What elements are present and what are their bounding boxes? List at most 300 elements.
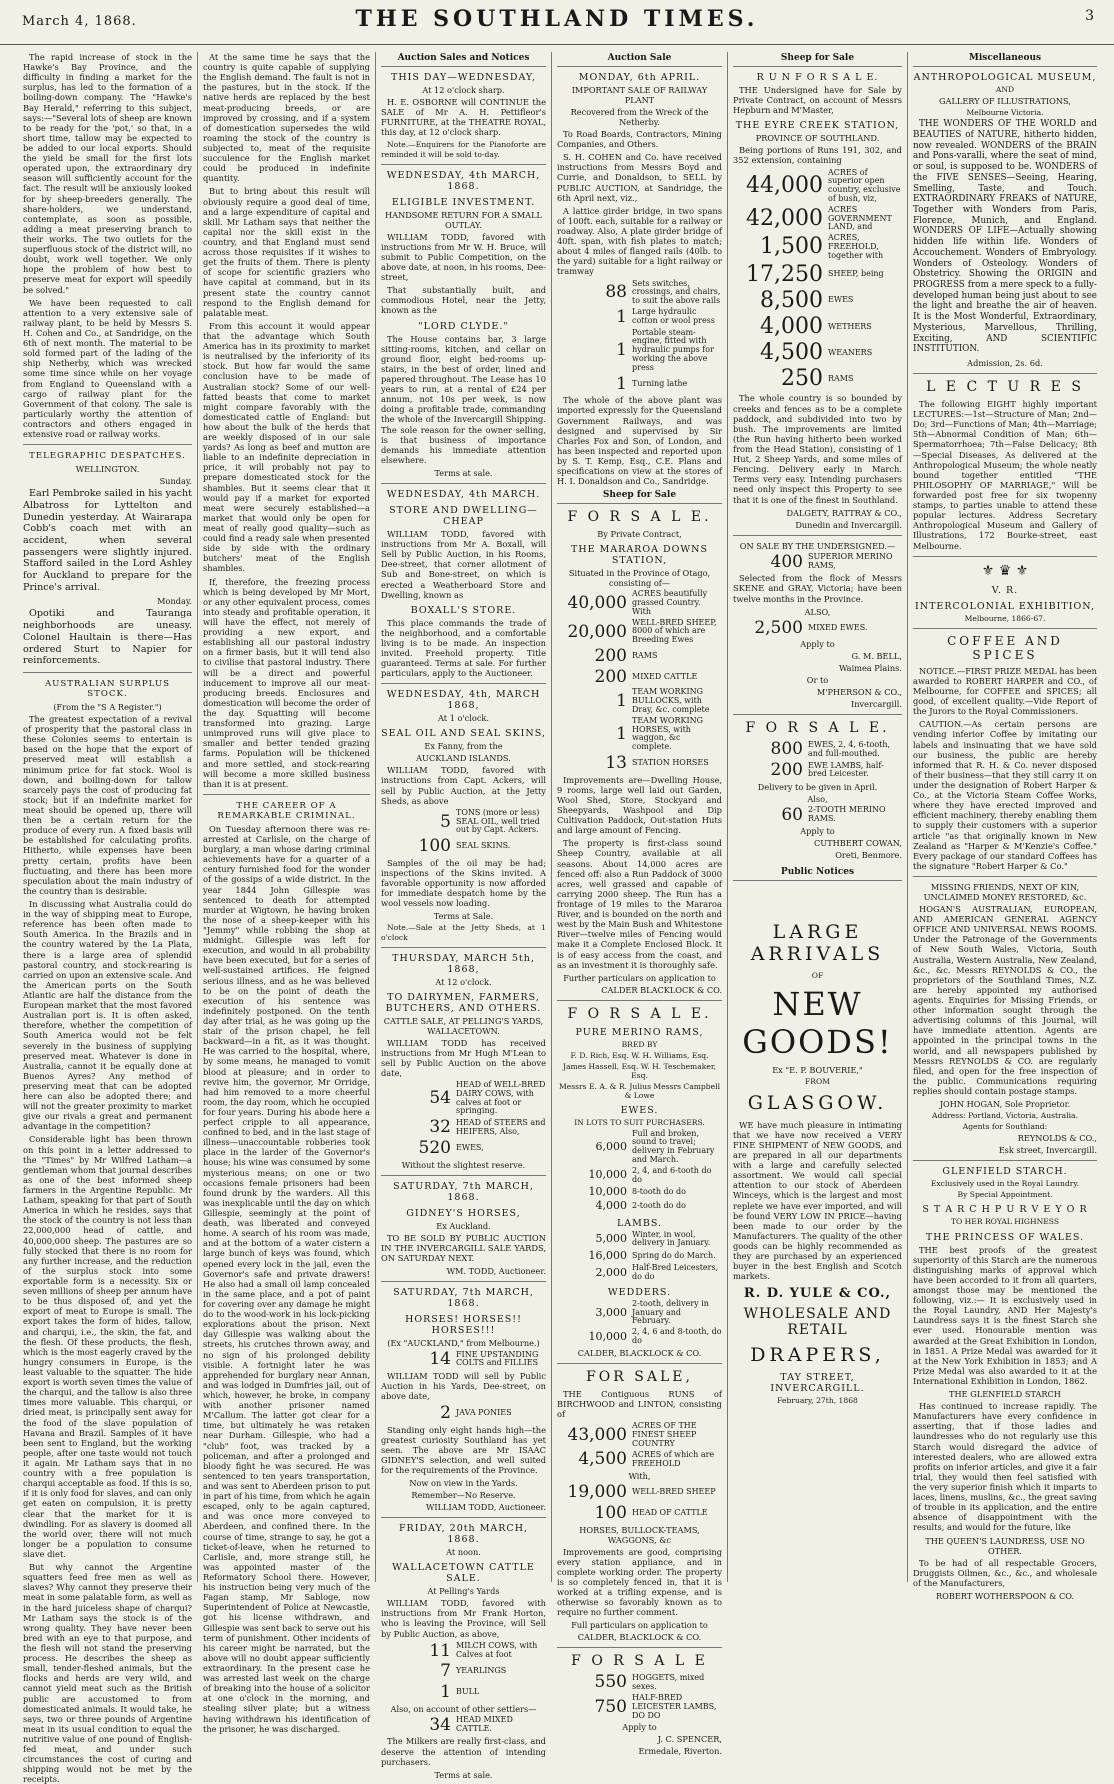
ad-note: Delivery to be given in April. xyxy=(757,781,878,792)
breeder-line: James Hassell, Esq. W. H. Teschemaker, Esq. xyxy=(562,1061,717,1081)
lot-desc: MIXED CATTLE xyxy=(632,671,698,681)
dateline: Sunday. xyxy=(159,476,192,487)
lot-desc: TONS (more or less) SEAL OIL, well tried out by Capt. Ackers. xyxy=(456,807,540,835)
article-heading: TELEGRAPHIC DESPATCHES. xyxy=(29,451,186,462)
lot-count: 1 xyxy=(616,691,627,712)
lot-count: 14 xyxy=(429,1348,451,1369)
ad-signature: CALDER BLACKLOCK & CO. xyxy=(601,984,722,995)
ad-subheading: Recovered from the Wreck of the Netherby. xyxy=(570,107,709,127)
lot-desc: Half-Bred Leicesters, do do xyxy=(632,1263,719,1281)
divider xyxy=(913,1160,1097,1161)
ad-heading: ON SALE BY THE UNDERSIGNED.— xyxy=(739,540,896,551)
ad-subheading: OF xyxy=(811,971,824,981)
ad-terms: Terms at sale. xyxy=(434,1769,493,1780)
lot-desc: HEAD OF CATTLE xyxy=(632,1507,708,1517)
lot-row xyxy=(733,289,902,313)
ad-text: The property is first-class sound Sheep Country, available at all seasons. About 14,000 acres are fenced off: also a Run Paddock of 3000 acres, well grassed and capable of carrying 2000 sheep. The Run has a frontage of 19 miles to the Mararoa River, and is bounded on the north and west by the Main Bush and Whitestone River—twelve miles of Fencing would make it a Complete Enclosed Block. It is of easy access from the coast, and as an investment it is thoroughly safe. xyxy=(557,838,722,970)
ad-subheading: HANDSOME RETURN FOR A SMALL OUTLAY. xyxy=(385,209,542,230)
breeder-line: Messrs E. A. & R. Julius Messrs Campbell & Lowe xyxy=(558,1082,720,1101)
ad-note: Remember—No Reserve. xyxy=(411,1490,516,1501)
ad-heading: COFFEE AND SPICES xyxy=(947,633,1063,662)
article-paragraph: Earl Pembroke sailed in his yacht Albatross for Lyttelton and Dunedin yesterday. At Wairarapa Cobb's coach met with an accident, when several passengers were slightly injured. Stafford sailed in the Lord Ashley for Auckland to prepare for the Prince's arrival. xyxy=(23,488,192,593)
lot-row xyxy=(381,1683,546,1702)
ad-signature: G. M. BELL, xyxy=(851,651,902,662)
divider xyxy=(557,1363,722,1364)
ad-initials: V. R. xyxy=(991,584,1019,596)
lot-desc: 2-TOOTH MERINO RAMS. xyxy=(808,805,886,824)
lot-row xyxy=(557,1673,722,1692)
ad-text: This place commands the trade of the neighborhood, and a comfortable living is to be made. An inspection invited. Freehold property. Title guaranteed. Terms at sale. For further particulars, apply to the Auctioneer. xyxy=(381,617,546,679)
lot-desc: FINE UPSTANDING COLTS and FILLIES xyxy=(456,1349,539,1368)
ad-note: ALSO, xyxy=(804,606,831,617)
ad-subheading: Ex Fanny, from the xyxy=(424,741,503,752)
ad-location: Esk street, Invercargill. xyxy=(998,1145,1097,1156)
ad-signature: R. D. YULE & CO., xyxy=(743,1286,892,1302)
column-6 xyxy=(908,52,1102,1601)
ad-date: FRIDAY, 20th MARCH, 1868. xyxy=(398,1523,529,1546)
article-paragraph: Considerable light has been thrown on this point in a letter addressed to the "Times" by Mr Wilfred Latham—a gentleman whom that journal describes as one of the best informed sheep farmers in the Argentine Republic. Mr Latham, speaking for that part of South America in which he resides, says that the stock of the country is not less than 22,000,000 head of cattle, and 40,000,000 sheep. The pastures are so fully stocked that there is no room for any further increase, and the reduction of the surplus stock into some exportable form is a necessity. Six or seven millions of sheep per annum have to be thus disposed of, and yet the export of meat to Europe is small. The export takes the form of hides, tallow, and charqui, i.e., the skin, the fat, and the flesh. Of these products, the flesh, which is the most eagerly craved by the hungry consumers in Europe, is the least valuable to the squatter. The hide export is worth seven times the value of the charqui, and the tallow is also three times more valuable. This charqui, or dried meat, is principally sent away for the food of the slave population of Havana and Brazil. Samples of it have been sent to England, but the working people, after one taste would not touch it again. Mr Latham says that in no country with a free population is charqui acceptable as food. If this is so, if it is only food for slaves, and can only get eaten on compulsion, it is pretty clear that the market for it is dwindling. For as slavery is doomed all the world over, there will not much longer be a population to consume slave diet. xyxy=(23,1134,192,1559)
lot-desc: 8-tooth do do xyxy=(632,1186,686,1196)
article-paragraph: From this account it would appear that the advantage which South America has in its proximity to market is neutralised by the inferiority of its stock. But how far would the same conclusion have to be made of Australian stock? Some of our well-fatted beasts that come to market might compare favorably with the domesticated cattle of England: but how about the bulk of the herds that are weekly disposed of in our sale yards? As long as beef and mutton are liable to an indefinite depreciation in price, it will probably not pay to prepare domesticated stock for the shambles. But it seems clear that it would pay if a market for exported meat were securely established—a market that would only be open for meat of really good quality—such as could find a ready sale when presented side by side with the ordinary butchers' meat of the English shambles. xyxy=(203,320,370,574)
ad-note: Further particulars on application to xyxy=(563,972,716,983)
lot-desc: EWES, xyxy=(456,1142,484,1152)
ad-text: Samples of the oil may be had; inspections of the Skins invited. A favorable opportunity is now afforded for immediate despatch home by the wool vessels now loading. xyxy=(381,857,546,909)
lot-row xyxy=(557,1186,722,1198)
ad-signature: M'PHERSON & CO., xyxy=(816,687,902,698)
lot-desc: RAMS xyxy=(632,650,658,660)
ad-text: THE best proofs of the greatest superiority of this Starch are the numerous distinguishing marks of approval which have been accorded to it from all quarters, amongst those may be mentioned the following, viz.:— It is exclusively used in the Royal Laundry, AND Her Majesty's Laundress says it is the finest Starch she ever used. Honourable mention was awarded at the Great Exhibition in London, in 1851. A Prize Medal was awarded for it at the New York Exhibition in 1853; and A Prize Medal was also awarded to it at the International Exhibition in London, 1862. xyxy=(913,1244,1097,1387)
lot-row xyxy=(381,1139,546,1158)
ad-text: WILLIAM TODD, favored with instructions from Mr A. Boxall, will Sell by Public Auction, in his Rooms, Dee-street, that corner allotment of Sub and Bone-street, on which is erected a Weatherboard Store and Dwelling, known as xyxy=(381,528,546,600)
lot-desc: EWES xyxy=(828,295,854,305)
lot-row xyxy=(557,1250,722,1262)
lot-row xyxy=(381,837,546,856)
lot-row xyxy=(557,1200,722,1212)
article-source: (From the "S A Register.") xyxy=(53,702,162,712)
newspaper-title: THE SOUTHLAND TIMES. xyxy=(355,6,759,32)
ad-text: Has continued to increase rapidly. The Manufacturers have every confidence in asserting, that if those ladies and laundresses who do not regularly use this Starch would disregard the advice of interested dealers, who are allowed extra profits on inferior articles, and give it a fair trial, they would then feel satisfied with the very superior finish which it imparts to laces, linens, muslins, &c., the great saving of trouble in its application, and the entire absence of disappointment with the results, and would for the future, like xyxy=(913,1401,1097,1533)
lot-desc: MILCH COWS, with Calves at foot xyxy=(456,1641,538,1660)
ad-text: HOGAN'S AUSTRALIAN, EUROPEAN, AND AMERICAN GENERAL AGENCY OFFICE AND UNIVERSAL NEWS ROOMS. Under the Patronage of the Governments of New South Wales, Victoria, South Australia, Western Australia, New Zealand, &c., &c. Messrs REYNOLDS & CO., the proprietors of the Southland Times, N.Z. are hereby appointed my authorised agents. Enquiries for Missing Friends, or other information sought through the advertising columns of this Journal, will have immediate attention. Agents are appointed in the principal towns in the world, and all newspapers published by Messrs REYNOLDS & CO. are regularly filed, and open for the free inspection of the public. Communications requiring replies should contain postage stamps. xyxy=(913,903,1097,1096)
lot-count: 200 xyxy=(770,760,803,781)
lot-row xyxy=(557,717,722,752)
ad-heading: IMPORTANT SALE OF RAILWAY PLANT xyxy=(571,85,708,105)
lot-row xyxy=(557,1130,722,1165)
ad-location: Invercargill. xyxy=(851,699,902,710)
ad-text: WILLIAM TODD, favored with instructions from Mr Frank Horton, who is leaving the Province, will Sell by Public Auction, as above, xyxy=(381,1598,546,1639)
lot-count: 20,000 xyxy=(567,621,627,642)
lot-count: 550 xyxy=(594,1672,627,1693)
ad-heading: F O R S A L E. xyxy=(745,720,890,737)
ad-text: WILLIAM TODD, favored with instructions from Capt. Ackers, will sell by Public Auction, at the Jetty Sheds, as above xyxy=(381,765,546,806)
divider xyxy=(381,947,546,948)
column-4 xyxy=(552,52,728,1757)
lot-desc: Winter, in wool, delivery in January. xyxy=(632,1229,711,1248)
divider xyxy=(381,483,546,484)
lot-count: 200 xyxy=(594,646,627,667)
ad-subheading: S T A R C H P U R V E Y O R xyxy=(922,1204,1088,1216)
lot-desc: YEARLINGS xyxy=(456,1666,507,1676)
ad-location: Ermedale, Riverton. xyxy=(638,1746,722,1757)
lot-desc: Large hydraulic cotton or wool press xyxy=(632,307,715,326)
lot-count: 40,000 xyxy=(567,593,627,614)
lot-count: 1 xyxy=(616,306,627,327)
lot-count: 42,000 xyxy=(746,205,823,231)
ad-heading: INTERCOLONIAL EXHIBITION, xyxy=(915,600,1095,612)
ad-subheading: GALLERY OF ILLUSTRATIONS, xyxy=(939,96,1071,107)
ad-subheading: CATTLE SALE, AT PELLING'S YARDS, WALLACETOWN. xyxy=(383,1015,544,1036)
lot-count: 10,000 xyxy=(588,1168,627,1182)
ad-location: Melbourne Victoria. xyxy=(966,108,1044,118)
ad-slogan: THE QUEEN'S LAUNDRESS, USE NO OTHER. xyxy=(925,1535,1085,1556)
ad-note: Also, xyxy=(807,793,828,804)
divider xyxy=(23,672,192,673)
ad-text: S. H. COHEN and Co. have received instructions from Messrs Boyd and Currie, and Donaldson, to SELL by PUBLIC AUCTION, at Sandridge, the 6th April next, viz., xyxy=(557,152,722,203)
lot-count: 16,000 xyxy=(588,1249,627,1263)
article-paragraph: The greatest expectation of a revival of prosperity that the pastoral class in these Colonies seems to entertain is based on the hope that the export of preserved meat will establish a minimum price for fat stock. Wool is down, and boiling-down for tallow scarcely pays the cost of producing fat stock; but if an indefinite market for meat should be opened up, there will then be a certain return for the produce of every run. A fixed basis will be established for calculating profits. Hitherto, while expenses have been pretty certain, profits have been fluctuating, and there has been more speculation about the main industry of the country than is desirable. xyxy=(23,714,192,896)
ad-note: Or to xyxy=(806,675,829,686)
lot-desc: TEAM WORKING BULLOCKS, with Dray, &c. complete xyxy=(632,687,710,715)
divider xyxy=(381,1517,546,1518)
ad-text: To Road Boards, Contractors, Mining Companies, and Others. xyxy=(557,129,722,150)
ad-property-name: THE EYRE CREEK STATION, xyxy=(735,120,900,132)
ad-subheading: AUCKLAND ISLANDS. xyxy=(416,753,511,764)
ad-footer: Without the slightest reserve. xyxy=(401,1159,526,1170)
ad-property-name: THE MARAROA DOWNS STATION, xyxy=(571,544,708,567)
lot-count: 3,000 xyxy=(595,1305,627,1319)
ad-date: SATURDAY, 7th MARCH, 1868. xyxy=(393,1180,534,1203)
lot-count: 520 xyxy=(418,1137,451,1158)
lot-count: 2,000 xyxy=(595,1265,627,1279)
ad-signature: WILLIAM TODD, Auctioneer. xyxy=(425,1502,546,1513)
ad-text: WE have much pleasure in intimating that we have now received a VERY FINE SHIPMENT of NEW GOODS, and are prepared in all our departments with a large and carefully selected assortment. We would call special attention to our stock of Aberdeen Winceys, which is the largest and most replete we have ever imported, and will be found VERY LOW IN PRICE—having been made to our order by the Manufacturers. The quality of the other goods can be highly recommended as they are purchased by an experienced buyer in the best English and Scotch markets. xyxy=(733,1119,902,1282)
ad-heading: THE GLENFIELD STARCH xyxy=(949,1389,1061,1400)
ad-date: MONDAY, 6th APRIL. xyxy=(578,72,701,83)
ad-location: Dunedin and Invercargill. xyxy=(795,519,902,530)
lot-count: 1,500 xyxy=(760,234,823,260)
ad-text: WILLIAM TODD will sell by Public Auction in his Yards, Dee-street, on above date, xyxy=(381,1370,546,1401)
column-3 xyxy=(376,52,552,1780)
ad-date: SATURDAY, 7th MARCH, 1868. xyxy=(393,1286,534,1309)
ad-signature: J. C. SPENCER, xyxy=(657,1734,722,1745)
ad-heading: F O R S A L E xyxy=(571,1653,708,1670)
lot-count: 11 xyxy=(429,1640,451,1661)
ad-text: The whole of the above plant was imported expressly for the Queensland Government Railways, and was designed and supervised by Sir Charles Fox and Son, of London, and has been inspected and reported upon by S. T. Kemp, Esq., C.E. Plans and specifications on view at the stores of H. I. Donaldson and Co., Sandridge. xyxy=(557,395,722,487)
ad-text: WILLIAM TODD has received instructions from Mr Hugh M'Lean to sell by Public Auction on the above date, xyxy=(381,1037,546,1078)
ad-heading: FOR SALE, xyxy=(586,1368,693,1385)
lot-row xyxy=(381,809,546,835)
ad-subheading: BRED BY xyxy=(621,1039,658,1049)
divider xyxy=(913,628,1097,629)
lot-count: 19,000 xyxy=(567,1482,627,1503)
dateline: Monday. xyxy=(157,596,192,607)
ad-text: Standing only eight hands high—the greatest curiosity Southland has yet seen. The above are Mr ISAAC GIDNEY'S selection, and well suited for the requirements of the Province. xyxy=(381,1424,546,1476)
ad-signature: REYNOLDS & CO., xyxy=(1017,1133,1097,1144)
ad-time: At 12 o'clock. xyxy=(435,976,492,987)
article-paragraph: But why cannot the Argentine squatters feed free men as well as slaves? Why cannot they preserve their meat in some palatable form, as well as in the hard juiceless shape of charqui? Mr Latham says the stock is of the wrong quality. They have never been bred with an eye to that purpose, and the flesh will not stand the preserving process. He describes the sheep as small, tender-fleshed animals, but the flocks and herds are very wild, and cannot yield meat such as the British public are accustomed to from domesticated animals. It would take, he says, two or three pounds of Argentine meat in its usual condition to equal the nutritive value of one pound of English-fed meat, and under such circumstances the cost of curing and shipping would not be met by the receipts. xyxy=(23,1562,192,1784)
ad-note: Now on view in the Yards. xyxy=(409,1478,518,1489)
lot-row xyxy=(381,1081,546,1116)
lot-count: 750 xyxy=(594,1696,627,1717)
divider xyxy=(203,794,370,795)
lot-row xyxy=(557,1264,722,1282)
lot-row xyxy=(733,740,902,759)
ad-heading: MISSING FRIENDS, NEXT OF KIN, UNCLAIMED MONEY RESTORED, &c. xyxy=(923,881,1087,902)
lot-count: 54 xyxy=(429,1088,451,1109)
ad-headline: NEW GOODS! xyxy=(742,984,893,1061)
lot-desc: ACRES of superior open country, exclusive of bush, viz, xyxy=(828,167,901,203)
ad-text: The following EIGHT highly important LECTURES:—1st—Structure of Man; 2nd—Do; 3rd—Functions of Man; 4th—Marriage; 5th—Abnormal Condition of Man; 6th—Spermatorrhoea; 7th—False Delicacy; 8th—Special Diseases, As delivered at the Anthropological Museum; the whole neatly bound together entitled "THE PHILOSOPHY OF MARRIAGE," Will be forwarded post free for six twopenny stamps, to parties unable to attend these popular lectures. Address Secretary Anthropological Museum and Gallery of Illustrations, 172 Bourke-street, east Melbourne. xyxy=(913,399,1097,551)
lot-row xyxy=(733,367,902,391)
lot-desc: SEAL SKINS. xyxy=(456,841,511,851)
ad-date: WEDNESDAY, 4th MARCH, 1868. xyxy=(386,169,541,192)
lot-count: 44,000 xyxy=(746,173,823,199)
lot-count: 800 xyxy=(770,739,803,760)
ad-text: The House contains bar, 3 large sitting-rooms, kitchen, and cellar on ground floor, eight bed-rooms up-stairs, in the best of order, lined and papered throughout. The Lease has 10 years to run, at a rental of £24 per annum, not 10s per week, is now doing a profitable trade, commanding the whole of the Invercargill Shipping. The sole reason for the owner selling, is that business of importance demands his immediate attention elsewhere. xyxy=(381,333,546,465)
lot-desc: TEAM WORKING HORSES, with waggon, &c complete. xyxy=(632,715,704,752)
lot-desc: WETHERS xyxy=(828,321,872,331)
lot-row xyxy=(557,1231,722,1249)
lot-count: 5,000 xyxy=(595,1232,627,1246)
lot-row xyxy=(733,553,902,572)
ad-signature: JOHN HOGAN, Sole Proprietor. xyxy=(939,1099,1071,1110)
column-5 xyxy=(728,52,908,1582)
ad-heading: F O R S A L E. xyxy=(567,509,712,526)
article-subheading: WELLINGTON. xyxy=(75,464,140,475)
ad-heading: HORSES! HORSES!! HORSES!!! xyxy=(405,1313,522,1336)
ad-note: Apply to xyxy=(800,639,835,650)
ad-text: That substantially built, and commodious Hotel, near the Jetty, known as the xyxy=(381,285,546,316)
lot-desc: STATION HORSES xyxy=(632,757,709,767)
lot-count: 2,500 xyxy=(754,617,803,638)
divider xyxy=(733,714,902,715)
lot-row xyxy=(557,668,722,687)
lot-row xyxy=(733,341,902,365)
ad-subheading: Ex "E. P. BOUVERIE," xyxy=(772,1064,863,1075)
lot-desc: HOGGETS, mixed sexes. xyxy=(632,1672,705,1691)
lot-row xyxy=(733,263,902,287)
ad-subheading: WEDDERS. xyxy=(607,1286,672,1298)
divider xyxy=(381,1281,546,1282)
lot-row xyxy=(733,761,902,780)
lot-desc: ACRES GOVERNMENT LAND, and xyxy=(828,204,892,232)
lot-row xyxy=(557,619,722,645)
ad-text: Selected from the flock of Messrs SKENE and GRAY, Victoria; have been twelve months in the Province. xyxy=(733,573,902,604)
ad-subheading: Exclusively used in the Royal Laundry. xyxy=(930,1179,1080,1189)
ad-signature: WM. TODD, Auctioneer. xyxy=(446,1265,546,1276)
lot-count: 10,000 xyxy=(588,1329,627,1343)
lot-count: 5 xyxy=(440,811,451,832)
ad-time: At 1 o'clock. xyxy=(438,713,489,724)
ad-subheading: By Private Contract, xyxy=(597,529,682,540)
section-heading: Sheep for Sale xyxy=(733,52,902,67)
article-paragraph: At the same time he says that the country is quite capable of supplying the English demand. The fault is not in the pastures, but in the stock. If the native herds are replaced by the best meat-producing breeds, or are improved by crossing, and if a system of domestication supersedes the wild roaming the stock of the country is subjected to, meat of the requisite succulence for the English market could be produced in indefinite quantity. xyxy=(203,52,370,184)
ad-text: H. E. OSBORNE will CONTINUE the SALE of Mr A. H. Pettifleor's FURNITURE, at the THEATRE ROYAL, this day, at 12 o'clock sharp. xyxy=(381,97,546,138)
article-heading: AUSTRALIAN SURPLUS STOCK. xyxy=(44,679,171,699)
ad-signature: CUTHBERT COWAN, xyxy=(814,838,902,849)
ad-text: TO BE SOLD BY PUBLIC AUCTION IN THE INVERCARGILL SALE YARDS, ON SATURDAY NEXT. xyxy=(381,1232,546,1263)
ad-subheading: LAMBS. xyxy=(616,1217,663,1229)
ad-time: At 12 o'clock sharp. xyxy=(422,85,505,95)
lot-row xyxy=(557,1328,722,1346)
ad-subheading: AND xyxy=(995,85,1015,94)
ad-note: Also, on account of other settlers— xyxy=(390,1703,537,1714)
ad-note: Apply to xyxy=(622,1722,657,1733)
ad-heading: GIDNEY'S HORSES, xyxy=(406,1207,521,1219)
lot-row xyxy=(557,375,722,394)
lot-row xyxy=(381,1404,546,1423)
ad-note: Agents for Southland: xyxy=(962,1122,1048,1132)
ad-heading: TO DAIRYMEN, FARMERS, BUTCHERS, AND OTHERS. xyxy=(385,991,542,1014)
lot-count: 4,500 xyxy=(760,340,823,366)
ad-note: HORSES, BULLOCK-TEAMS, WAGGONS, &c xyxy=(579,1524,700,1545)
ad-date: WEDNESDAY, 4th MARCH. xyxy=(386,488,541,500)
lot-count: 4,500 xyxy=(578,1449,627,1470)
lot-row xyxy=(381,1118,546,1137)
ad-heading: GLENFIELD STARCH. xyxy=(942,1166,1068,1178)
ad-subheading: PROVINCE OF SOUTHLAND. xyxy=(755,133,880,144)
lot-desc: Sets switches, crossings, and chairs, to suit the above rails xyxy=(632,278,721,306)
ad-date: February, 27th, 1868 xyxy=(777,1396,858,1406)
section-heading: Auction Sales and Notices xyxy=(381,52,546,67)
lot-desc: EWES, 2, 4, 6-tooth, and full-mouthed. xyxy=(808,739,891,758)
lot-desc: RAMS xyxy=(828,373,854,383)
divider xyxy=(733,535,902,536)
lot-desc: EWE LAMBS, half-bred Leicester. xyxy=(808,760,884,779)
ad-location: Waimea Plains. xyxy=(838,663,902,674)
ad-date: THURSDAY, MARCH 5th, 1868, xyxy=(392,952,535,975)
divider xyxy=(381,164,546,165)
ad-note: Note.—Sale at the Jetty Sheds, at 1 o'clock xyxy=(381,923,546,942)
lot-count: 32 xyxy=(429,1117,451,1138)
section-heading: Public Notices xyxy=(733,866,902,881)
lot-desc: BULL xyxy=(456,1686,480,1696)
ad-property-name: "LORD CLYDE." xyxy=(418,320,509,332)
article-paragraph: On Tuesday afternoon there was re-arrested at Carlisle, on the charge of burglary, a man whose daring criminal achievements have for a quarter of a century furnished food for the wonder of the gossips of a wide district. In the year 1844 John Gillespie was sentenced to death for attempted murder at Wigtown, he having broken the nose of a sheep-keeper with his "Jemmy" while robbing the shop at midnight. Gillespie was left for execution, and would in all probability have been executed, but for a series of well-sustained artifices. He feigned serious illness, and as he was believed to be on the point of death the execution of his sentence was indefinitely postponed. On the tenth day after trial, as he was going up the stair of the prison chapel, he fell backward—in a fit, as it was thought. He was carried to the hospital, where, by some means, he managed to vomit blood at pleasure; and in order to revive him, the governor, Mr Orridge, had him removed to a more cheerful room, the day room, which he occupied for four years. During his abode here a perfect cripple to all appearance, confined to bed, and in the last stage of illness—unaccountable robberies took place in the larder of the Governor's house; his wine was consumed by some mysterious means; on one or two occasions female prisoners had been found drunk by the warders. All this was inexplicable until the day on which Gillespie, seemingly at the point of death, was liberated and conveyed home. A search of his room was made, and at the bottom of a water cistern a large bunch of keys was found, which opened every lock in the jail, even the Governor's safe and private drawers! He also had a small oil lamp concealed in the same place, and a pot of paint for covering over any damage he might do to the wood-work in his lock-picking explorations about the prison. Next day Gillespie was walking about the streets, his crutches thrown away, and no sign of his prolonged debility visible. A fortnight later he was apprehended for burglary near Annan, and was lodged in Dumfries jail, out of which, however, he broke, in company with another prisoner named M'Callum. The latter got clear for a time, but ultimately he was retaken near Durham. Gillespie, who had a "club" foot, was tracked by a policeman, and after a prolonged and bloody fight he was secured. He was sentenced to ten years transportation, and was sent to Aberdeen prison to put in part of his time, from which he again escaped, only to be again captured, and was once more conveyed to Aberdeen, and confined there. In the course of time, strange to say, he got a ticket-of-leave, when he returned to Carlisle, and, more strange still, he was appointed master of the Reformatory School there. However, his instruction being very much of the Fagan stamp, Mr Sabloge, now Superintendent of Police at Newcastle, got his license withdrawn, and Gillespie was sent back to serve out his term of punishment. Other incidents of his career might be narrated, but the above will no doubt appear sufficiently extraordinary. In the present case he was arrested last week on the charge of breaking into the house of a solicitor at one o'clock in the morning, and stealing silver plate; but a witness having withdrawn his identification of the prisoner, he was discharged. xyxy=(203,823,370,1734)
ad-terms: Terms at Sale. xyxy=(433,911,494,922)
article-paragraph: In discussing what Australia could do in the way of shipping meat to Europe, reference has been often made to South America. In the Brazils and in the country watered by the La Plata, there is a large area of splendid pastoral country, and stock-rearing is carried on upon an extensive scale. And the American ports on the South Atlantic are half the distance from the European market that the most favored Australian port is. It is often asked, therefore, whether the competition of South America would not be felt severely in the business of supplying preserved meat. Whatever is done in Australia, cannot it be equally done at Buenos Ayres? Any method of preserving meat that can be adopted here can also be adopted there; and will not the greater proximity to market give our rivals a great and permanent advantage in the competition? xyxy=(23,898,192,1132)
lot-count: 400 xyxy=(770,551,803,572)
article-heading: THE CAREER OF A REMARKABLE CRIMINAL. xyxy=(217,800,356,821)
lot-row xyxy=(557,1694,722,1720)
ad-subheading: THE PRINCESS OF WALES. xyxy=(925,1231,1085,1243)
ad-text: Improvements are—Dwelling House, 9 rooms, large well laid out Garden, Wool Shed, Store, Stockyard and Sheepyards, Washpool and Dip Cultivation Paddock, Out-station Huts and large amount of Fencing. xyxy=(557,774,722,836)
lot-desc: 2, 4, 6 and 8-tooth, do do xyxy=(632,1327,722,1345)
lot-desc: WELL-BRED SHEEP, 8000 of which are Breeding Ewes xyxy=(632,617,717,645)
lot-count: 60 xyxy=(781,804,803,825)
lot-row xyxy=(733,206,902,232)
lot-desc: SHEEP, being xyxy=(828,269,884,279)
royal-crest-icon: ⚜ ♛ ⚜ xyxy=(981,562,1029,579)
ad-text: THE Undersigned have for Sale by Private Contract, on account of Messrs Hepburn and M'Master, xyxy=(733,85,902,116)
lot-desc: Full and broken, sound to travel; delivery in February and March. xyxy=(632,1128,715,1164)
lot-row xyxy=(557,280,722,306)
lot-count: 10,000 xyxy=(588,1185,627,1199)
ad-subheading: IN LOTS TO SUIT PURCHASERS. xyxy=(574,1118,705,1128)
lot-row xyxy=(557,1300,722,1326)
divider xyxy=(913,556,1097,557)
ad-heading: GLASGOW. xyxy=(747,1091,888,1114)
lot-count: 1 xyxy=(616,724,627,745)
ad-text: NOTICE.—FIRST PRIZE MEDAL has been awarded to ROBERT HARPER and CO., of Melbourne, for COFFEE and SPICES; all good, of excellent quality.—Vide Report of the Jurors to the Royal Commissioners. xyxy=(913,665,1097,717)
lot-count: 17,250 xyxy=(746,261,823,287)
article-paragraph: Opotiki and Tauranga neighborhoods are uneasy. Colonel Haultain is there—Has ordered Sturt to Napier for reinforcements. xyxy=(23,608,192,667)
lot-count: 88 xyxy=(605,282,627,303)
lot-desc: MIXED EWES. xyxy=(808,622,868,632)
lot-desc: WEANERS xyxy=(828,347,873,357)
divider xyxy=(557,1000,722,1001)
lot-row xyxy=(381,1350,546,1369)
lot-count: 7 xyxy=(440,1661,451,1682)
lot-desc: Turning lathe xyxy=(632,378,688,388)
lot-count: 13 xyxy=(605,753,627,773)
ad-property-name: BOXALL'S STORE. xyxy=(410,604,517,616)
lot-count: 1 xyxy=(616,340,627,361)
ad-location: Situated in the Province of Otago, consisting of— xyxy=(568,568,711,589)
lot-row xyxy=(733,315,902,339)
lot-row xyxy=(557,590,722,616)
lot-row xyxy=(381,1716,546,1735)
divider xyxy=(557,1647,722,1648)
ad-subheading: WHOLESALE AND RETAIL xyxy=(743,1306,892,1339)
ad-note: Full particulars on application to xyxy=(571,1620,708,1631)
ad-signature: DALGETY, RATTRAY & CO., xyxy=(786,507,902,518)
ad-text: Being portions of Runs 191, 302, and 352 extension, containing xyxy=(733,145,902,166)
lot-desc: JAVA PONIES xyxy=(456,1407,512,1417)
ad-subheading: FROM xyxy=(805,1076,830,1086)
ad-signature: CALDER, BLACKLOCK & CO. xyxy=(577,1632,702,1643)
lot-row xyxy=(733,806,902,825)
ad-text: A lattice girder bridge, in two spans of 100ft. each, suitable for a railway or roadway. Also, A plate girder bridge of 40ft. span, with fish plates to match; about 4 miles of flanged rails (40lb. to the yard) suitable for a light railway or tramway xyxy=(557,205,722,277)
article-paragraph: But to bring about this result will obviously require a good deal of time, and a large expenditure of capital and skill. Mr Latham says that neither the capital nor the skill exist in the country, and that England must send across those requisites if it wishes to get the fruits of them. There is plenty of scope for scientific graziers who have capital at command, but in its present state the country cannot respond to the English demand for palatable meat. xyxy=(203,186,370,318)
lot-desc: HALF-BRED LEICESTER LAMBS, DO DO xyxy=(632,1693,717,1720)
ad-heading: LARGE ARRIVALS xyxy=(750,921,885,966)
lot-row xyxy=(733,234,902,260)
ad-subheading: By Special Appointment. xyxy=(957,1190,1053,1200)
lot-desc: HEAD MIXED CATTLE. xyxy=(456,1715,513,1734)
ad-text: The Milkers are really first-class, and deserve the attention of intending purchasers. xyxy=(381,1736,546,1767)
lot-desc: HEAD of WELL-BRED DAIRY COWS, with calves at foot or springing. xyxy=(456,1080,546,1116)
lot-count: 43,000 xyxy=(567,1424,627,1445)
lot-desc: ACRES, FREEHOLD, together with xyxy=(828,233,884,260)
ad-heading: WALLACETOWN CATTLE SALE. xyxy=(392,1562,535,1585)
ad-note: Admission, 2s. 6d. xyxy=(967,358,1043,369)
lot-desc: Spring do do March. xyxy=(632,1250,716,1260)
page-number: 3 xyxy=(1085,8,1094,24)
lot-desc: 2-tooth do do xyxy=(632,1201,686,1211)
column-1 xyxy=(18,52,198,1784)
divider xyxy=(913,876,1097,877)
lot-desc: WELL-BRED SHEEP xyxy=(632,1487,716,1497)
ad-heading: ANTHROPOLOGICAL MUSEUM, xyxy=(913,72,1097,83)
lot-desc: HEAD of STEERS and HEIFERS, Also, xyxy=(456,1117,546,1136)
column-2 xyxy=(198,52,376,1734)
ad-heading: L E C T U R E S xyxy=(926,379,1084,396)
ad-heading: DRAPERS, xyxy=(750,1344,885,1367)
ad-terms: Terms at sale. xyxy=(434,467,493,478)
lot-count: 250 xyxy=(781,366,823,392)
ad-text: THE Contiguous RUNS of BIRCHWOOD and LINTON, consisting of xyxy=(557,1388,722,1419)
issue-date: March 4, 1868. xyxy=(22,14,137,29)
lot-row xyxy=(733,619,902,638)
lot-count: 8,500 xyxy=(760,287,823,313)
ad-heading: SEAL OIL AND SEAL SKINS, xyxy=(381,728,546,740)
divider xyxy=(913,373,1097,374)
lot-desc: ACRES of which are FREEHOLD xyxy=(632,1450,715,1468)
section-heading: Sheep for Sale xyxy=(557,489,722,504)
lot-desc: 2, 4, and 6-tooth do do xyxy=(632,1165,712,1184)
ad-heading: F O R S A L E. xyxy=(567,1005,712,1022)
